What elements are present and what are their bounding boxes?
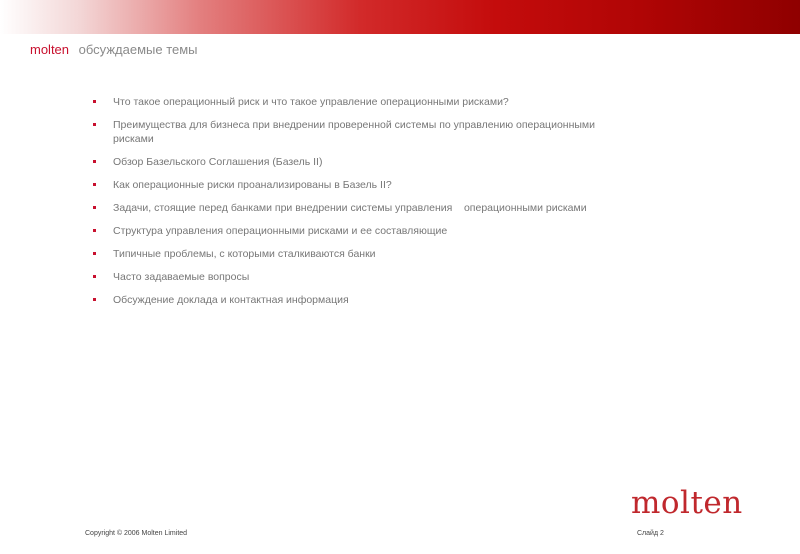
list-item: [93, 224, 633, 238]
bullet-icon: [93, 123, 96, 126]
list-item: [93, 247, 633, 261]
topic-text: Что такое операционный риск и что такое управление операционными рисками?: [113, 96, 509, 108]
molten-logo: molten: [631, 485, 743, 521]
topic-text: Как операционные риски проанализированы в Базель II?: [113, 179, 392, 191]
title-topic: обсуждаемые темы: [78, 42, 198, 57]
footer-copyright: Copyright © 2006 Molten Limited: [85, 530, 188, 537]
bullet-icon: [93, 100, 96, 103]
header-gradient-band: [0, 0, 800, 34]
list-item: [93, 293, 633, 307]
topic-text: Структура управления операционными рисками и ее составляющие: [113, 225, 448, 237]
topic-text: Преимущества для бизнеса при внедрении проверенной системы по управлению операционными рисками: [113, 119, 596, 145]
list-item: [93, 155, 633, 169]
slide-title: [30, 42, 198, 57]
bullet-icon: [93, 275, 96, 278]
topics-list: [93, 95, 633, 316]
topic-text: Задачи, стоящие перед банками при внедрении системы управления операционными рисками: [113, 202, 587, 214]
list-item: [93, 270, 633, 284]
list-item: [93, 118, 633, 146]
list-item: [93, 178, 633, 192]
bullet-icon: [93, 229, 96, 232]
topic-text: Часто задаваемые вопросы: [113, 271, 250, 283]
title-brand: molten: [30, 42, 70, 57]
bullet-icon: [93, 160, 96, 163]
list-item: [93, 95, 633, 109]
bullet-icon: [93, 206, 96, 209]
list-item: [93, 201, 633, 215]
topic-text: Обсуждение доклада и контактная информация: [113, 294, 349, 306]
topic-text: Обзор Базельского Соглашения (Базель II): [113, 156, 323, 168]
bullet-icon: [93, 183, 96, 186]
topic-text: Типичные проблемы, с которыми сталкиваются банки: [113, 248, 376, 260]
footer-slide-number: Слайд 2: [637, 530, 664, 537]
bullet-icon: [93, 298, 96, 301]
bullet-icon: [93, 252, 96, 255]
